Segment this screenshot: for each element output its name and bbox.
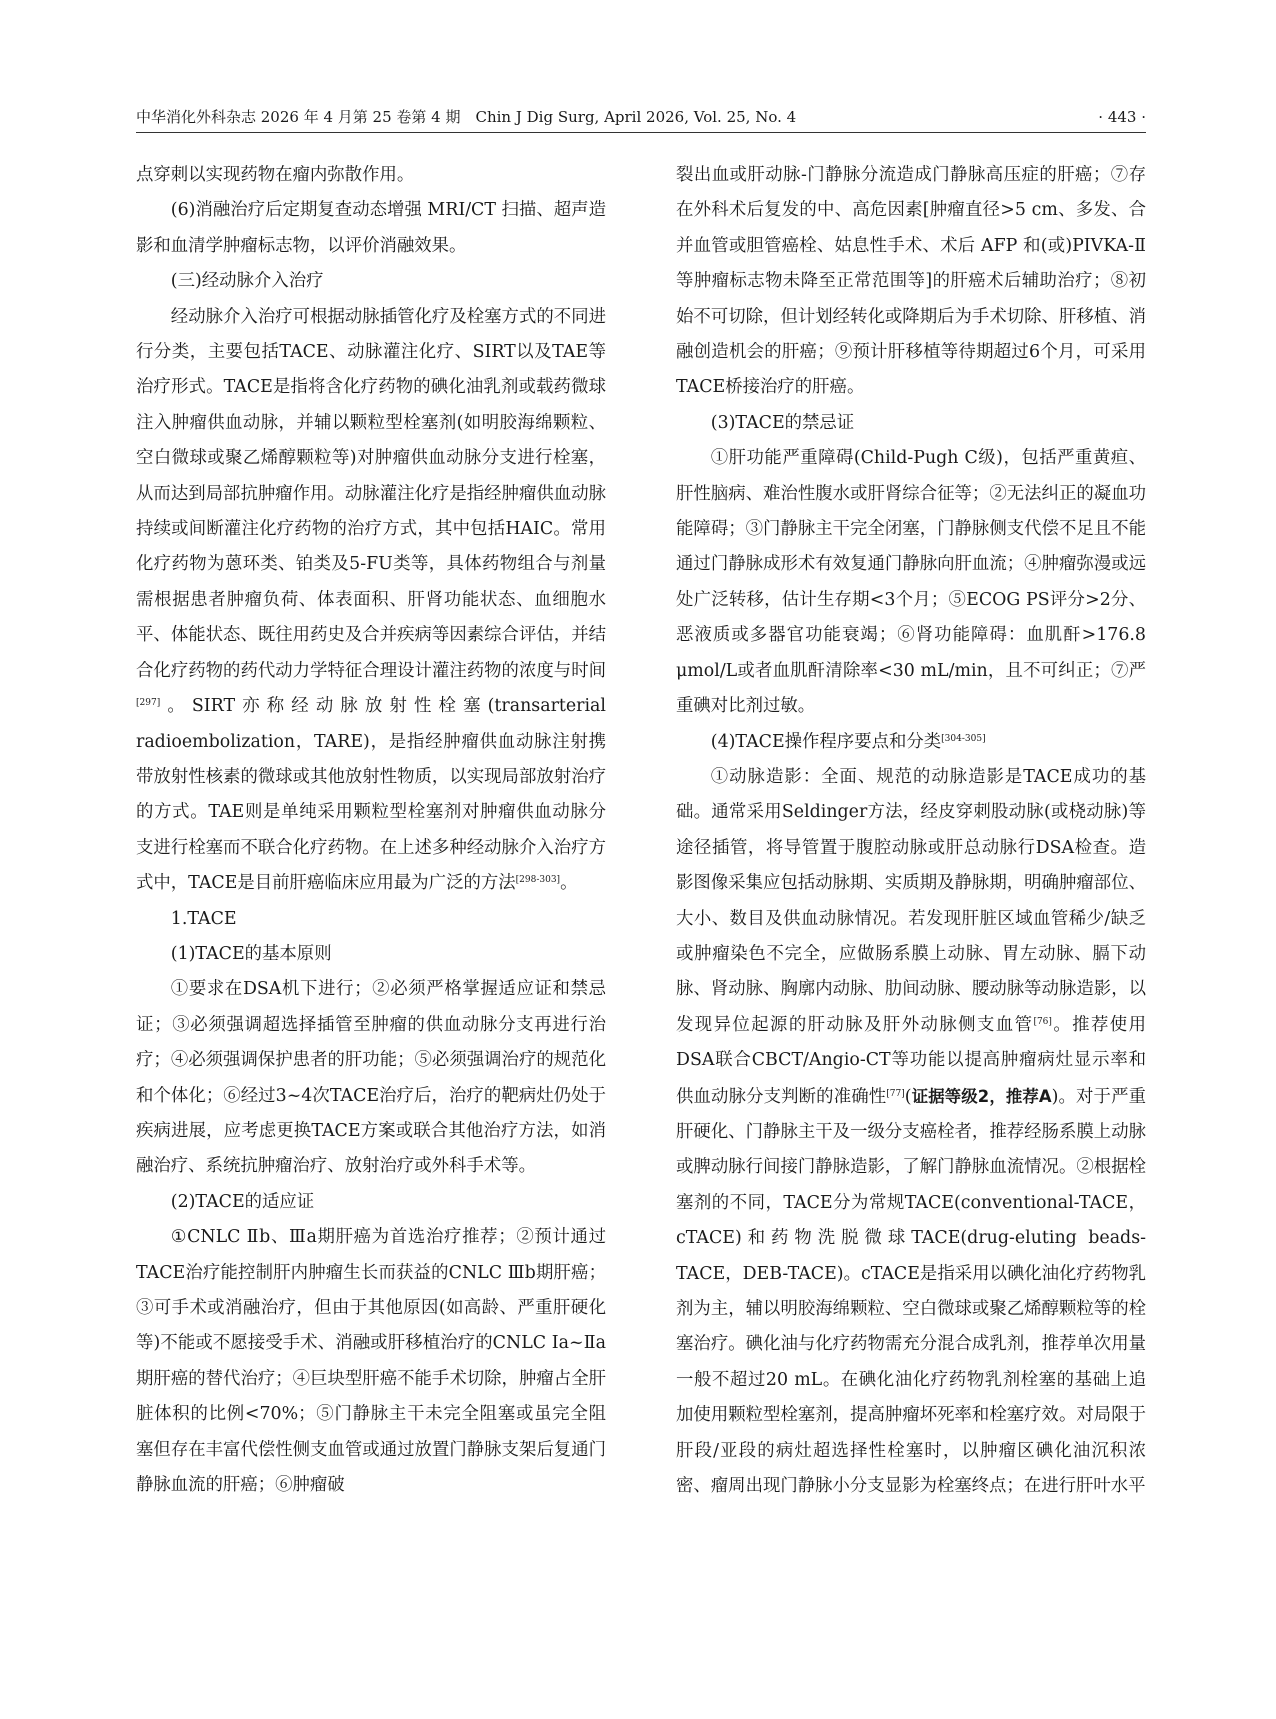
subsection-heading: (3)TACE的禁忌证 (710, 412, 855, 433)
paragraph: 裂出血或肝动脉-门静脉分流造成门静脉高压症的肝癌；⑦存在外科术后复发的中、高危因素[肿瘤直径>5 cm、多发、合并血管或胆管癌栓、姑息性手术、术后 AFP 和(或)PIVKA-Ⅱ等肿瘤标志物未降至正常范围等]的肝癌术后辅助治疗；⑧初始不可切除，但计划经转化或降期后为手术切除、肝移植、消融创造机会的肝癌；⑨预计肝移植等待期超过6个月，可采用TACE桥接治疗的肝癌。 (676, 165, 1146, 398)
evidence-level: 证据等级2，推荐A (911, 1086, 1052, 1106)
subsection-heading: (1)TACE的基本原则 (170, 943, 332, 964)
paragraph (676, 760, 1146, 1505)
section-heading: (三)经动脉介入治疗 (170, 271, 324, 292)
citation-ref[interactable]: [304-305] (941, 733, 986, 744)
subsection-heading (676, 725, 1146, 760)
paragraph-text: 。 (560, 873, 578, 894)
paragraph: ①要求在DSA机下进行；②必须严格掌握适应证和禁忌证；③必须强调超选择插管至肿瘤的供血动脉分支再进行治疗；④必须强调保护患者的肝功能；⑤必须强调治疗的规范化和个体化；⑥经过3~4次TACE治疗后，治疗的靶病灶仍处于疾病进展，应考虑更换TACE方案或联合其他治疗方法，如消融治疗、系统抗肿瘤治疗、放射治疗或外科手术等。 (136, 979, 606, 1177)
citation-ref[interactable]: [77] (886, 1088, 905, 1099)
left-column (136, 158, 606, 1503)
paragraph: ①肝功能严重障碍(Child-Pugh C级)，包括严重黄疸、肝性脑病、难治性腹水或肝肾综合征等；②无法纠正的凝血功能障碍；③门静脉主干完全闭塞，门静脉侧支代偿不足且不能通过门静脉成形术有效复通门静脉向肝血流；④肿瘤弥漫或远处广泛转移，估计生存期<3个月；⑤ECOG PS评分>2分、恶液质或多器官功能衰竭；⑥肾功能障碍：血肌酐>176.8 μmol/L或者血肌酐清除率<30 mL/min，且不可纠正；⑦严重碘对比剂过敏。 (676, 448, 1146, 717)
right-column (676, 158, 1146, 1504)
paragraph (136, 300, 606, 902)
paragraph: (6)消融治疗后定期复查动态增强 MRI/CT 扫描、超声造影和血清学肿瘤标志物，以评价消融效果。 (136, 200, 606, 256)
citation-ref[interactable]: [297] (136, 698, 161, 709)
subsection-heading: (2)TACE的适应证 (170, 1191, 315, 1212)
paragraph-text: ( (904, 1086, 912, 1107)
header-divider (136, 132, 1146, 133)
running-header (136, 104, 1146, 130)
section-heading: 1.TACE (170, 908, 237, 929)
paragraph: 点穿刺以实现药物在瘤内弥散作用。 (136, 165, 415, 185)
citation-ref[interactable]: [298-303] (515, 875, 561, 886)
paragraph-text: 经动脉介入治疗可根据动脉插管化疗及栓塞方式的不同进行分类，主要包括TACE、动脉灌注化疗、SIRT以及TAE等治疗形式。TACE是指将含化疗药物的碘化油乳剂或载药微球注入肿瘤供血动脉，并辅以颗粒型栓塞剂(如明胶海绵颗粒、空白微球或聚乙烯醇颗粒等)对肿瘤供血动脉分支进行栓塞，从而达到局部抗肿瘤作用。动脉灌注化疗是指经肿瘤供血动脉持续或间断灌注化疗药物的治疗方式，其中包括HAIC。常用化疗药物为蒽环类、铂类及5-FU类等，具体药物组合与剂量需根据患者肿瘤负荷、体表面积、肝肾功能状态、血细胞水平、体能状态、既往用药史及合并疾病等因素综合评估，并结合化疗药物的药代动力学特征合理设计灌注药物的浓度与时间 (136, 306, 606, 681)
journal-citation: 中华消化外科杂志 2026 年 4 月第 25 卷第 4 期 Chin J Dig Surg, April 2026, Vol. 25, No. 4 (136, 108, 797, 126)
paragraph-text: 。SIRT亦称经动脉放射性栓塞(transarterial radioembolization，TARE)，是指经肿瘤供血动脉注射携带放射性核素的微球或其他放射性物质，以实现局部放射治疗的方式。TAE则是单纯采用颗粒型栓塞剂对肿瘤供血动脉分支进行栓塞而不联合化疗药物。在上述多种经动脉介入治疗方式中，TACE是目前肝癌临床应用最为广泛的方法 (136, 696, 606, 894)
heading-text: (4)TACE操作程序要点和分类 (710, 731, 942, 752)
paragraph-text: )。对于严重肝硬化、门静脉主干及一级分支癌栓者，推荐经肠系膜上动脉或脾动脉行间接门静脉造影，了解门静脉血流情况。②根据栓塞剂的不同，TACE分为常规TACE(conventional-TACE，cTACE)和药物洗脱微球TACE(drug-eluting beads-TACE，DEB-TACE)。cTACE是指采用以碘化油化疗药物乳剂为主，辅以明胶海绵颗粒、空白微球或聚乙烯醇颗粒等的栓塞治疗。碘化油与化疗药物需充分混合成乳剂，推荐单次用量一般不超过20 mL。在碘化油化疗药物乳剂栓塞的基础上追加使用颗粒型栓塞剂，提高肿瘤坏死率和栓塞疗效。对局限于肝段/亚段的病灶超选择性栓塞时，以肿瘤区碘化油沉积浓密、瘤周出现门静脉小分支显影为栓塞终点；在进行肝叶水平 (676, 1086, 1147, 1497)
paragraph-text: 。推荐使用DSA联合CBCT/Angio-CT等功能以提高肿瘤病灶显示率和供血动脉分支判断的准确性 (676, 1014, 1146, 1107)
page-number: · 443 · (1098, 108, 1146, 126)
paragraph-text: ①动脉造影：全面、规范的动脉造影是TACE成功的基础。通常采用Seldinger方法，经皮穿刺股动脉(或桡动脉)等途径插管，将导管置于腹腔动脉或肝总动脉行DSA检查。造影图像采集应包括动脉期、实质期及静脉期，明确肿瘤部位、大小、数目及供血动脉情况。若发现肝脏区域血管稀少/缺乏或肿瘤染色不完全，应做肠系膜上动脉、胃左动脉、膈下动脉、肾动脉、胸廓内动脉、肋间动脉、腰动脉等动脉造影，以发现异位起源的肝动脉及肝外动脉侧支血管 (676, 766, 1146, 1035)
citation-ref[interactable]: [76] (1033, 1016, 1052, 1027)
paragraph: ①CNLC Ⅱb、Ⅲa期肝癌为首选治疗推荐；②预计通过TACE治疗能控制肝内肿瘤生长而获益的CNLC Ⅲb期肝癌；③可手术或消融治疗，但由于其他原因(如高龄、严重肝硬化等)不能或不愿接受手术、消融或肝移植治疗的CNLC Ⅰa~Ⅱa期肝癌的替代治疗；④巨块型肝癌不能手术切除，肿瘤占全肝脏体积的比例<70%；⑤门静脉主干未完全阻塞或虽完全阻塞但存在丰富代偿性侧支血管或通过放置门静脉支架后复通门静脉血流的肝癌；⑥肿瘤破 (136, 1227, 606, 1496)
